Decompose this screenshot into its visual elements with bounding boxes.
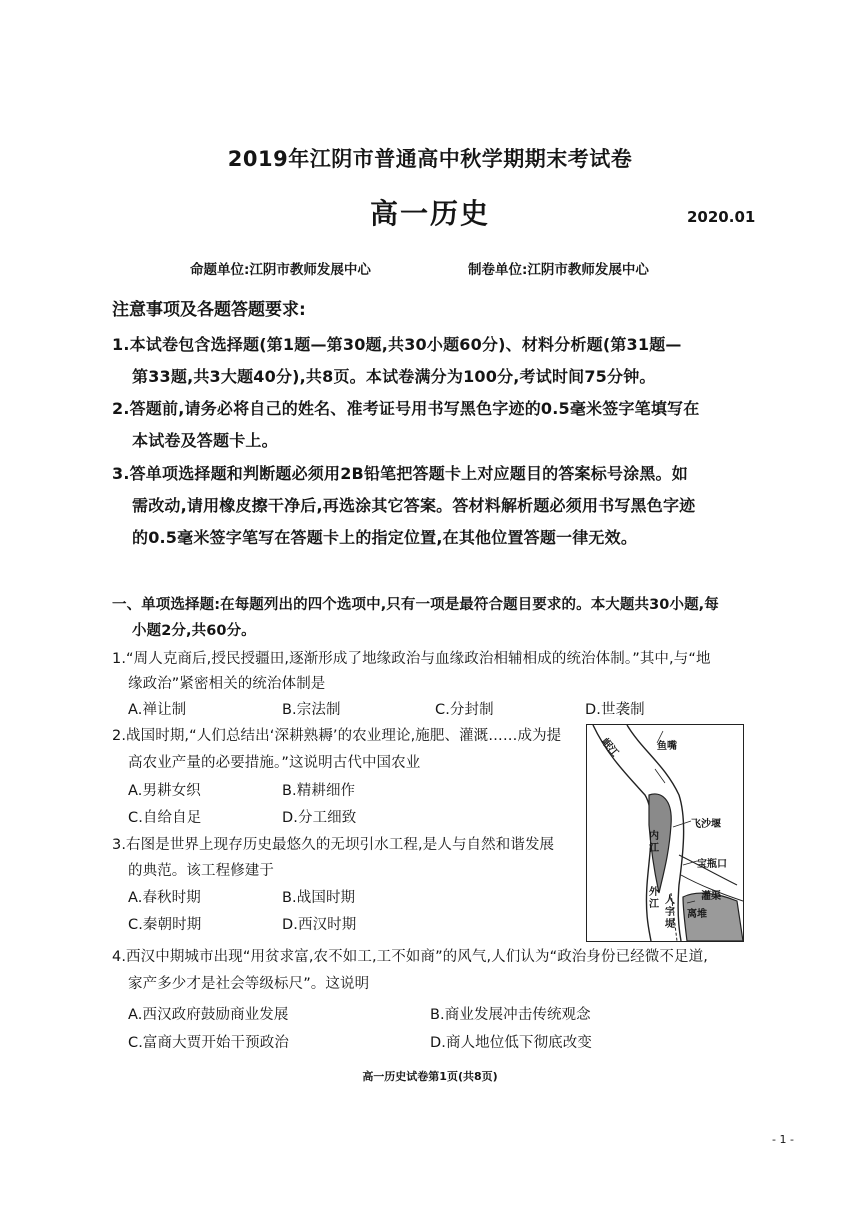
- question-3-option-c: C.秦朝时期: [128, 917, 202, 933]
- label-guanqu: 灌渠: [701, 891, 721, 902]
- exam-date: 2020.01: [687, 208, 756, 226]
- section-instructions: 一、单项选择题:在每题列出的四个选项中,只有一项是最符合题目要求的。本大题共30小题,每: [112, 597, 719, 613]
- note-1-line-2: 第33题,共3大题40分),共8页。本试卷满分为100分,考试时间75分钟。: [132, 367, 656, 386]
- exam-title: 2019年江阴市普通高中秋学期期末考试卷: [227, 147, 633, 171]
- question-2-option-a: A.男耕女织: [128, 783, 201, 799]
- question-2-option-d: D.分工细致: [282, 810, 357, 826]
- label-outer-river: 外江: [649, 887, 659, 910]
- label-minjiang: 岷江: [598, 736, 621, 759]
- question-1-stem-cont: 缘政治”紧密相关的统治体制是: [128, 676, 326, 692]
- notes-heading: 注意事项及各题答题要求:: [112, 300, 306, 320]
- page-footer: 高一历史试卷第1页(共8页): [362, 1070, 498, 1083]
- question-1-option-c: C.分封制: [435, 702, 494, 718]
- note-3-line-1: 3.答单项选择题和判断题必须用2B铅笔把答题卡上对应题目的答案标号涂黑。如: [112, 464, 688, 483]
- label-baopingkou: 宝瓶口: [697, 859, 727, 870]
- question-3-option-a: A.春秋时期: [128, 890, 201, 906]
- question-2-stem: 2.战国时期,“人们总结出‘深耕熟耨’的农业理论,施肥、灌溉……成为提: [112, 728, 562, 744]
- label-feishayan: 飞沙堰: [691, 819, 721, 830]
- note-1-line-1: 1.本试卷包含选择题(第1题—第30题,共30小题60分)、材料分析题(第31题—: [112, 335, 682, 354]
- note-2-line-2: 本试卷及答题卡上。: [132, 431, 278, 450]
- note-2-line-1: 2.答题前,请务必将自己的姓名、准考证号用书写黑色字迹的0.5毫米签字笔填写在: [112, 399, 700, 418]
- question-4-option-b: B.商业发展冲击传统观念: [430, 1007, 591, 1023]
- question-4-option-a: A.西汉政府鼓励商业发展: [128, 1007, 289, 1023]
- question-3-stem-cont: 的典范。该工程修建于: [128, 863, 274, 879]
- question-1-stem: 1.“周人克商后,授民授疆田,逐渐形成了地缘政治与血缘政治相辅相成的统治体制。”其中,与“地: [112, 651, 711, 667]
- question-2-stem-cont: 高农业产量的必要措施。”这说明古代中国农业: [128, 755, 421, 771]
- question-1-option-a: A.禅让制: [128, 702, 187, 718]
- note-3-line-2: 需改动,请用橡皮擦干净后,再选涂其它答案。答材料解析题必须用书写黑色字迹: [132, 496, 696, 515]
- question-2-option-c: C.自给自足: [128, 810, 202, 826]
- question-2-option-b: B.精耕细作: [282, 783, 356, 799]
- subject-title: 高一历史: [369, 197, 490, 230]
- question-1-option-d: D.世袭制: [585, 702, 645, 718]
- question-1-option-b: B.宗法制: [282, 702, 341, 718]
- note-3-line-3: 的0.5毫米签字笔写在答题卡上的指定位置,在其他位置答题一律无效。: [132, 528, 638, 547]
- section-instructions-cont: 小题2分,共60分。: [132, 623, 256, 639]
- question-4-option-c: C.富商大贾开始干预政治: [128, 1035, 289, 1051]
- label-inner-river: 内江: [649, 831, 659, 854]
- dujiangyan-map: [586, 724, 744, 942]
- page-number: - 1 -: [772, 1133, 794, 1146]
- label-yuzui: 鱼嘴: [657, 741, 677, 752]
- author-unit: 命题单位:江阴市教师发展中心: [190, 262, 371, 278]
- producer-unit: 制卷单位:江阴市教师发展中心: [468, 262, 649, 278]
- label-renzidi: 人字堤: [665, 895, 675, 930]
- question-4-option-d: D.商人地位低下彻底改变: [430, 1035, 592, 1051]
- question-3-stem: 3.右图是世界上现存历史最悠久的无坝引水工程,是人与自然和谐发展: [112, 837, 555, 853]
- question-3-option-d: D.西汉时期: [282, 917, 357, 933]
- question-3-option-b: B.战国时期: [282, 890, 356, 906]
- label-lidui: 离堆: [687, 909, 707, 920]
- question-4-stem: 4.西汉中期城市出现“用贫求富,农不如工,工不如商”的风气,人们认为“政治身份已经微不足道,: [112, 949, 708, 965]
- question-4-stem-cont: 家产多少才是社会等级标尺”。这说明: [128, 976, 370, 992]
